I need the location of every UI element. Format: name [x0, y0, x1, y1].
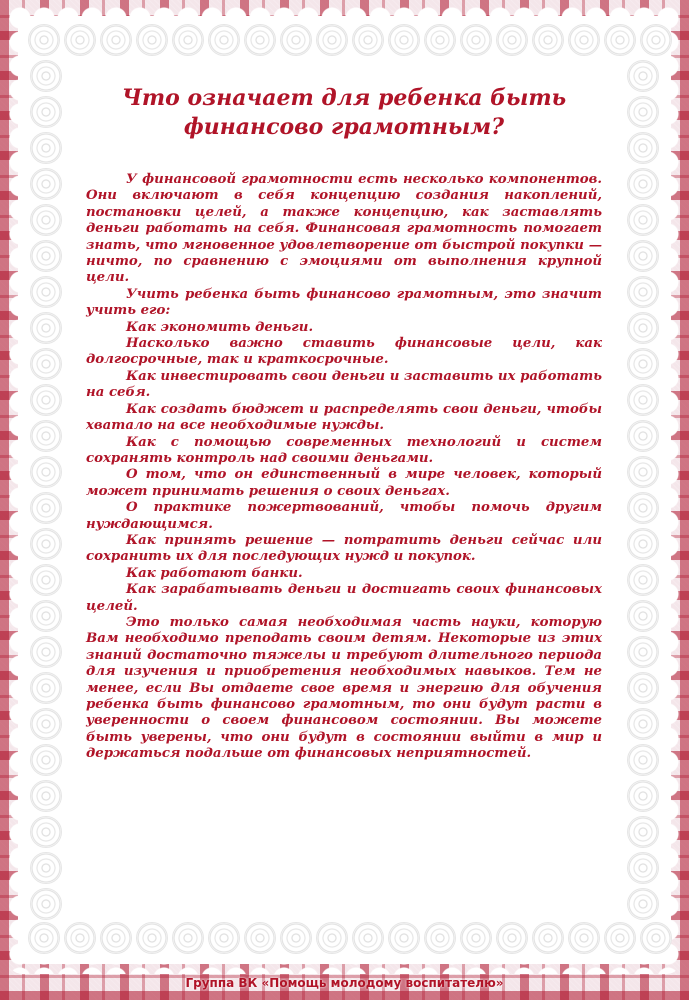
list-item: Как принять решение — потратить деньги сейчас или сохранить их для последующих нужд и покупок.: [86, 532, 602, 565]
list-item: Как работают банки.: [126, 565, 303, 581]
paragraph: Это только самая необходимая часть науки, которую Вам необходимо преподать своим детям. Некоторые из этих знаний достаточно тяжелы и требуют длительного периода для изучения и приобретения необходимых навыков. Тем не менее, если Вы отдаете свое время и энергию для обучения ребенка быть финансово грамотным, то они будут расти в уверенности о своем финансовом состоянии. Вы можете быть уверены, что они будут в состоянии выйти в мир и держаться подальше от финансовых неприятностей.: [86, 614, 602, 762]
article-body: [86, 172, 602, 763]
paragraph: У финансовой грамотности есть несколько компонентов. Они включают в себя концепцию создания накоплений, постановки целей, а также концепцию, как заставлять деньги работать на себя. Финансовая грамотность помогает знать, что мгновенное удовлетворение от быстрой покупки — ничто, по сравнению с эмоциями от выполнения крупной цели.: [86, 172, 602, 286]
list-item: О том, что он единственный в мире человек, который может принимать решения о своих деньгах.: [86, 467, 602, 499]
list-item: Как с помощью современных технологий и систем сохранять контроль над своими деньгами.: [86, 434, 602, 466]
paragraph: Учить ребенка быть финансово грамотным, это значит учить его:: [86, 286, 602, 319]
title-line-2: финансово грамотным?: [183, 114, 505, 140]
list-item: О практике пожертвований, чтобы помочь другим нуждающимся.: [86, 500, 602, 532]
list-item: Насколько важно ставить финансовые цели, как долгосрочные, так и краткосрочные.: [86, 336, 602, 368]
footer-credit: Группа ВК «Помощь молодому воспитателю»: [185, 976, 504, 990]
list-item: Как инвестировать свои деньги и заставить их работать на себя.: [86, 368, 602, 401]
title-line-1: Что означает для ребенка быть: [121, 85, 567, 111]
page-title: [86, 84, 602, 142]
text-panel: [86, 74, 602, 912]
lace-bottom-border: [28, 922, 672, 954]
lace-left-border: [30, 60, 62, 920]
list-item: Как зарабатывать деньги и достигать своих финансовых целей.: [86, 582, 602, 614]
list-item: Как создать бюджет и распределять свои деньги, чтобы хватало на все необходимые нужды.: [86, 401, 602, 434]
lace-right-border: [627, 60, 659, 920]
list-item: Как экономить деньги.: [126, 319, 314, 335]
lace-top-border: [28, 24, 672, 56]
